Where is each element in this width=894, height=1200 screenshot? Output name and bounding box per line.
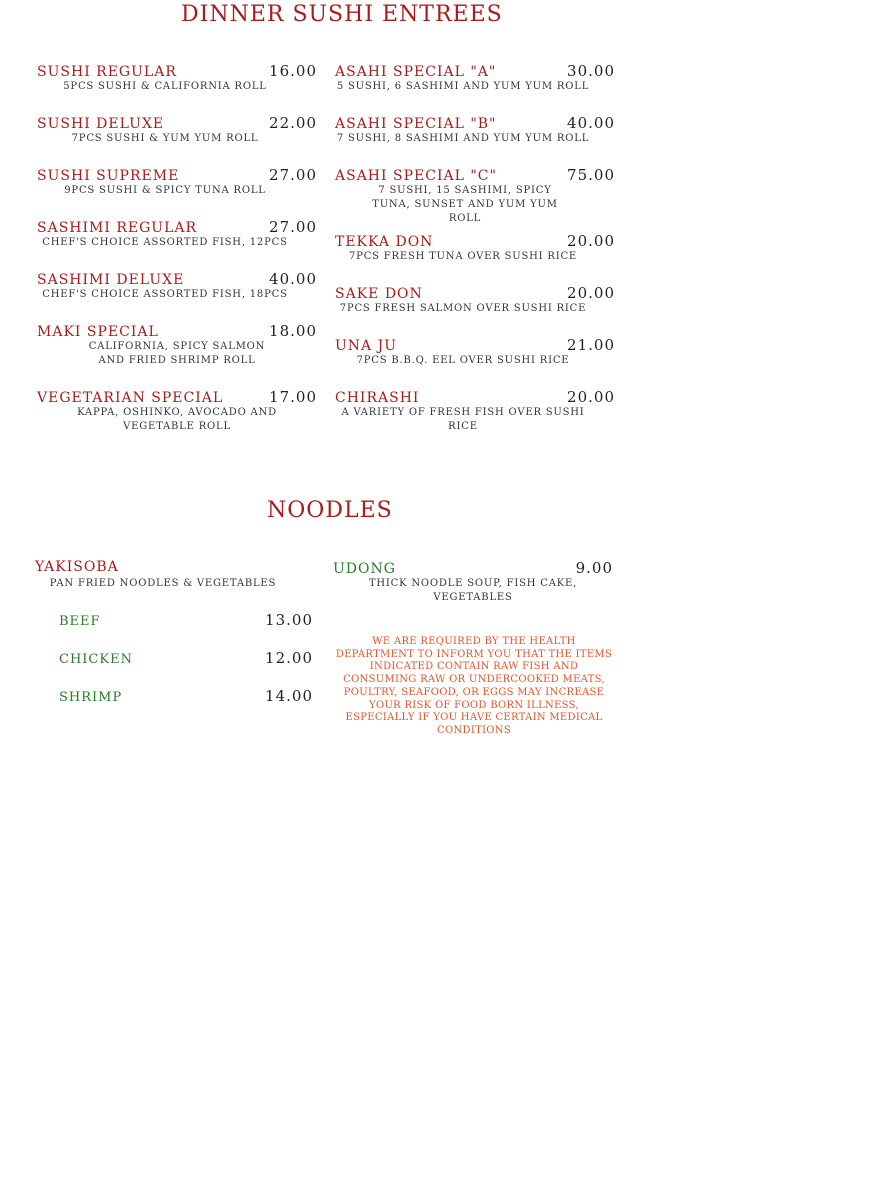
item-description: 7PCS SUSHI & YUM YUM ROLL (71, 133, 259, 144)
item-price: 18.00 (269, 322, 317, 340)
item-price: 40.00 (567, 114, 615, 132)
item-name: SUSHI REGULAR (37, 64, 177, 80)
item-name: CHIRASHI (335, 390, 420, 406)
menu-item-sashimi-regular (37, 218, 317, 250)
item-price: 27.00 (269, 218, 317, 236)
yakisoba-option-beef (59, 611, 313, 629)
item-name: UNA JU (335, 338, 398, 354)
menu-item-yakisoba (35, 559, 315, 591)
item-description: CHEF'S CHOICE ASSORTED FISH, 18PCS (42, 289, 288, 300)
item-name: SUSHI DELUXE (37, 116, 165, 132)
item-price: 22.00 (269, 114, 317, 132)
menu-item-chirashi (335, 388, 615, 434)
item-name: YAKISOBA (35, 559, 119, 575)
menu-item-sushi-regular (37, 62, 317, 94)
menu-item-maki-special (37, 322, 317, 368)
item-name: SUSHI SUPREME (37, 168, 180, 184)
item-price: 20.00 (567, 232, 615, 250)
item-description: 7 SUSHI, 8 SASHIMI AND YUM YUM ROLL (336, 133, 590, 144)
menu-item-udong (333, 559, 613, 605)
item-price: 17.00 (269, 388, 317, 406)
item-name: SASHIMI DELUXE (37, 272, 185, 288)
menu-item-asahi-special-a (335, 62, 615, 94)
item-description: CALIFORNIA, SPICY SALMON AND FRIED SHRIMP ROLL (88, 341, 266, 366)
option-name: SHRIMP (59, 690, 123, 705)
menu-item-tekka-don (335, 232, 615, 264)
item-description: 5PCS SUSHI & CALIFORNIA ROLL (63, 81, 267, 92)
item-description: 5 SUSHI, 6 SASHIMI AND YUM YUM ROLL (336, 81, 590, 92)
item-description: 7PCS B.B.Q. EEL OVER SUSHI RICE (356, 355, 570, 366)
item-description: THICK NOODLE SOUP, FISH CAKE, VEGETABLES (368, 578, 578, 603)
item-name: VEGETARIAN SPECIAL (37, 390, 224, 406)
item-name: MAKI SPECIAL (37, 324, 159, 340)
item-description: 7PCS FRESH SALMON OVER SUSHI RICE (339, 303, 587, 314)
item-price: 40.00 (269, 270, 317, 288)
item-description: A VARIETY OF FRESH FISH OVER SUSHI RICE (341, 407, 585, 432)
option-price: 14.00 (265, 687, 313, 705)
item-price: 27.00 (269, 166, 317, 184)
item-description: 7PCS FRESH TUNA OVER SUSHI RICE (349, 251, 577, 262)
menu-item-asahi-special-c (335, 166, 615, 226)
item-price: 20.00 (567, 388, 615, 406)
item-price: 16.00 (269, 62, 317, 80)
menu-item-sake-don (335, 284, 615, 316)
item-price: 75.00 (567, 166, 615, 184)
item-name: SASHIMI REGULAR (37, 220, 198, 236)
item-name: ASAHI SPECIAL "C" (335, 168, 497, 184)
item-price: 9.00 (575, 559, 613, 577)
sushi-section-title: DINNER SUSHI ENTREES (181, 2, 503, 27)
item-description: CHEF'S CHOICE ASSORTED FISH, 12PCS (42, 237, 288, 248)
item-description: 7 SUSHI, 15 SASHIMI, SPICY TUNA, SUNSET AND YUM YUM ROLL (372, 185, 558, 224)
menu-item-asahi-special-b (335, 114, 615, 146)
option-name: BEEF (59, 614, 101, 629)
item-price: 21.00 (567, 336, 615, 354)
option-price: 13.00 (265, 611, 313, 629)
yakisoba-option-shrimp (59, 687, 313, 705)
item-name: ASAHI SPECIAL "A" (335, 64, 497, 80)
item-price: 20.00 (567, 284, 615, 302)
item-name: UDONG (333, 561, 396, 577)
menu-item-sushi-supreme (37, 166, 317, 198)
item-description: KAPPA, OSHINKO, AVOCADO AND VEGETABLE ROLL (77, 407, 277, 432)
yakisoba-option-chicken (59, 649, 313, 667)
noodles-section-title: NOODLES (267, 498, 393, 523)
menu-item-sushi-deluxe (37, 114, 317, 146)
menu-item-una-ju (335, 336, 615, 368)
health-department-notice: WE ARE REQUIRED BY THE HEALTH DEPARTMENT TO INFORM YOU THAT THE ITEMS INDICATED CONTAIN RAW FISH AND CONSUMING RAW OR UNDERCOOKED MEATS, POULTRY, SEAFOOD, OR EGGS MAY INCREASE YOUR RISK OF FOOD BORN ILLNESS, ESPECIALLY IF YOU HAVE CERTAIN MEDICAL CONDITIONS (335, 636, 613, 736)
item-name: ASAHI SPECIAL "B" (335, 116, 497, 132)
item-name: TEKKA DON (335, 234, 434, 250)
menu-item-vegetarian-special (37, 388, 317, 434)
item-description: 9PCS SUSHI & SPICY TUNA ROLL (64, 185, 266, 196)
menu-item-sashimi-deluxe (37, 270, 317, 302)
item-name: SAKE DON (335, 286, 423, 302)
item-description: PAN FRIED NOODLES & VEGETABLES (49, 578, 277, 589)
option-name: CHICKEN (59, 652, 133, 667)
option-price: 12.00 (265, 649, 313, 667)
item-price: 30.00 (567, 62, 615, 80)
